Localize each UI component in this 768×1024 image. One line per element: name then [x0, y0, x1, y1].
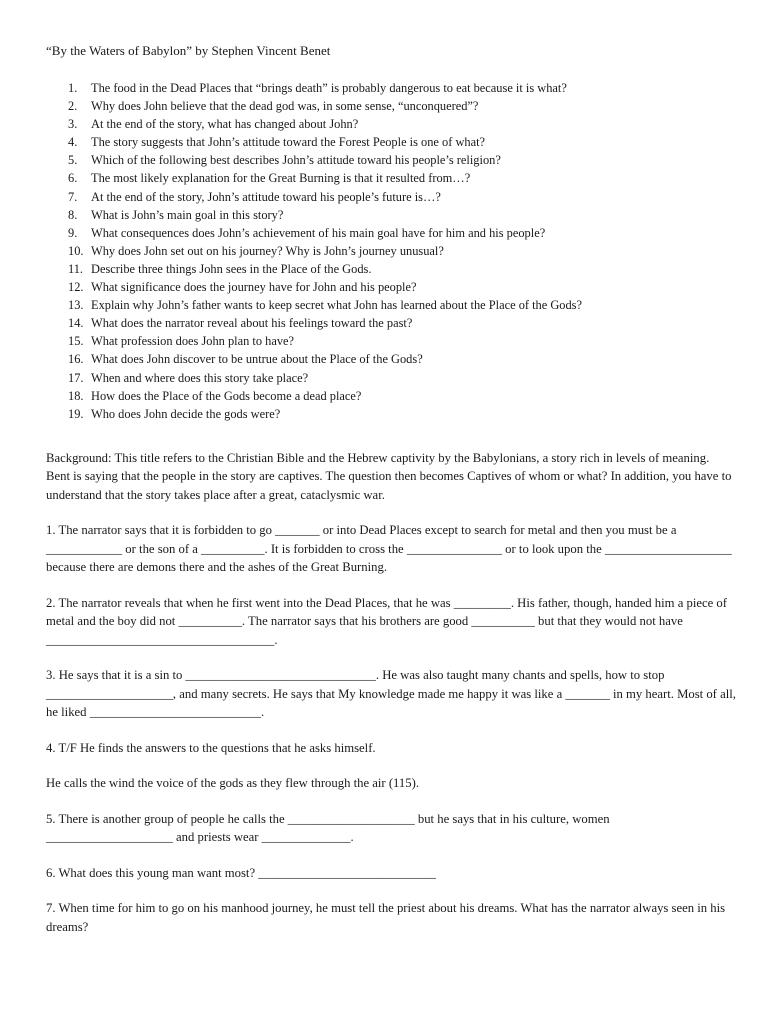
question-item: 8. What is John’s main goal in this story?	[68, 207, 284, 222]
question-item: 12. What significance does the journey have for John and his people?	[68, 280, 417, 295]
background-paragraph: Background: This title refers to the Christian Bible and the Hebrew captivity by the Babylonians, a story rich in levels of meaning. Bent is saying that the people in the story are captives. The question then becomes Captives of whom or what? In addition, you have to understand that the story takes place after a great, cataclysmic war.	[46, 450, 732, 502]
fill-in-question-6: 6. What does this young man want most? ____________________________	[46, 865, 436, 880]
question-item: 4. The story suggests that John’s attitude toward the Forest People is one of what?	[68, 135, 486, 150]
question-item: 3. At the end of the story, what has changed about John?	[68, 117, 359, 132]
open-question-7: 7. When time for him to go on his manhood journey, he must tell the priest about his dreams. What has the narrator always seen in his dreams?	[46, 901, 726, 934]
question-item: 5. Which of the following best describes John’s attitude toward his people’s religion?	[68, 153, 501, 168]
true-false-question-4: 4. T/F He finds the answers to the questions that he asks himself.	[46, 740, 376, 755]
question-item: 19. Who does John decide the gods were?	[68, 406, 281, 421]
question-item: 13. Explain why John’s father wants to keep secret what John has learned about the Place of the Gods?	[68, 298, 583, 313]
question-item: 9. What consequences does John’s achievement of his main goal have for him and his people?	[68, 225, 546, 240]
worksheet-page	[46, 42, 736, 936]
question-item: 7. At the end of the story, John’s attitude toward his people’s future is…?	[68, 189, 441, 204]
question-item: 11. Describe three things John sees in the Place of the Gods.	[68, 261, 372, 276]
fill-in-question-3: 3. He says that it is a sin to ______________________________. He was also taught many chants and spells, how to stop ____________________, and many secrets. He says that My knowledge made me happy it was like a _______ in my heart. Most of all, he liked ___________________________.	[46, 668, 736, 720]
document-title: “By the Waters of Babylon” by Stephen Vincent Benet	[46, 43, 331, 58]
fill-in-question-2: 2. The narrator reveals that when he first went into the Dead Places, that he was _________. His father, though, handed him a piece of metal and the boy did not __________. The narrator says that his brothers are good __________ but that they would not have ____________________________________.	[46, 595, 728, 647]
question-item: 2. Why does John believe that the dead god was, in some sense, “unconquered”?	[68, 99, 479, 114]
question-item: 16. What does John discover to be untrue about the Place of the Gods?	[68, 352, 423, 367]
fill-in-question-1: 1. The narrator says that it is forbidden to go _______ or into Dead Places except to search for metal and then you must be a ____________ or the son of a __________. It is forbidden to cross the _______________ or to look upon the ____________________ because there are demons there and the ashes of the Great Burning.	[46, 523, 732, 575]
question-item: 18. How does the Place of the Gods become a dead place?	[68, 388, 362, 403]
question-item: 6. The most likely explanation for the Great Burning is that it resulted from…?	[68, 171, 471, 186]
fill-in-question-5: 5. There is another group of people he calls the ____________________ but he says that in his culture, women ____________________ and priests wear ______________.	[46, 811, 610, 845]
question-item: 15. What profession does John plan to have?	[68, 334, 295, 349]
question-item: 17. When and where does this story take place?	[68, 370, 309, 385]
question-item: 10. Why does John set out on his journey? Why is John’s journey unusual?	[68, 243, 444, 258]
note-paragraph: He calls the wind the voice of the gods as they flew through the air (115).	[46, 776, 419, 791]
question-item: 1. The food in the Dead Places that “brings death” is probably dangerous to eat because it is what?	[68, 81, 567, 95]
question-item: 14. What does the narrator reveal about his feelings toward the past?	[68, 316, 413, 331]
question-list	[46, 79, 736, 423]
